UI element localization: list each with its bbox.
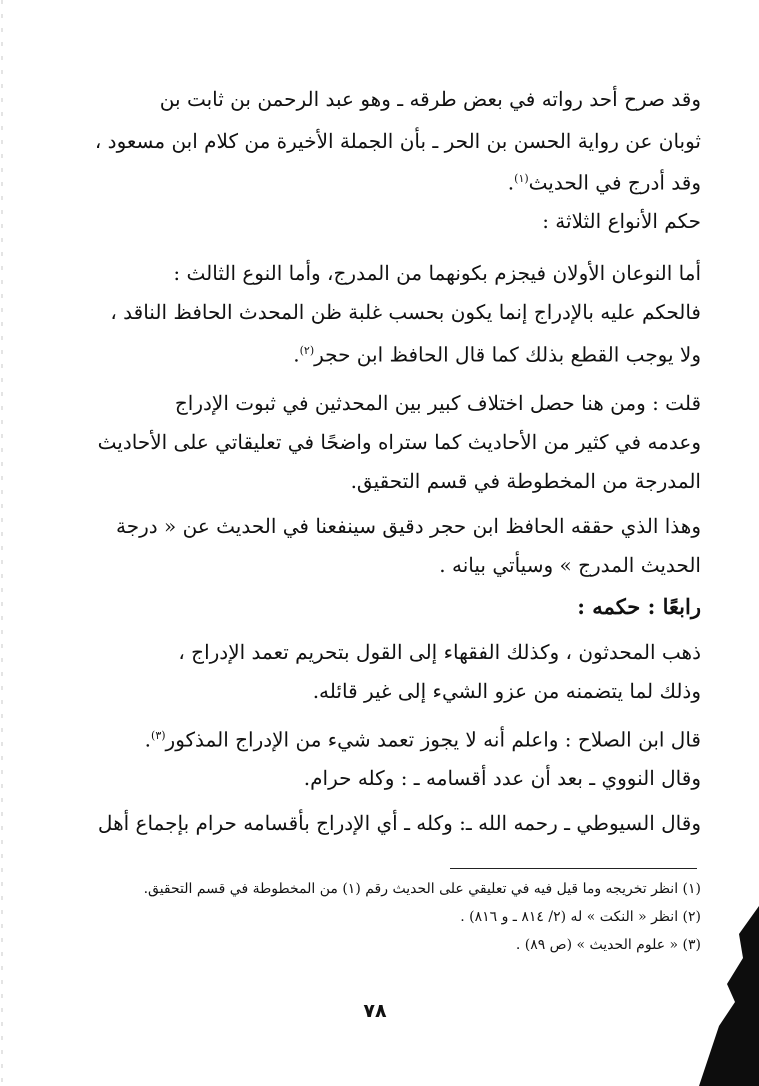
text-line-14: ذهب المحدثون ، وكذلك الفقهاء إلى القول بتحريم تعمد الإدراج ، (178, 640, 701, 664)
text-line-9: وعدمه في كثير من الأحاديث كما ستراه واضحًا في تعليقاتي على الأحاديث (97, 430, 701, 454)
text-line-10: المدرجة من المخطوطة في قسم التحقيق. (350, 469, 701, 493)
text-line-5: أما النوعان الأولان فيجزم بكونهما من المدرج، وأما النوع الثالث : (173, 261, 701, 285)
footnote-ref: (٣) (151, 729, 166, 742)
section-heading: حكم الأنواع الثلاثة : (542, 209, 701, 233)
text-line-18: وقال السيوطي ـ رحمه الله ـ: وكله ـ أي الإدراج بأقسامه حرام بإجماع أهل (97, 811, 701, 835)
text-line-2: ثوبان عن رواية الحسن بن الحر ـ بأن الجملة الأخيرة من كلام ابن مسعود ، (94, 129, 701, 153)
page-number: ٧٨ (363, 1000, 387, 1022)
footnote-ref: (٢) (299, 344, 315, 357)
text-line-17: وقال النووي ـ بعد أن عدد أقسامه ـ : وكله حرام. (303, 766, 701, 790)
text-line-7: ولا يوجب القطع بذلك كما قال الحافظ ابن حجر$^{(٢)}$. (293, 342, 701, 367)
footnote-1: (١) انظر تخريجه وما قيل فيه في تعليقي على الحديث رقم (١) من المخطوطة في قسم التحقيق. (143, 881, 701, 897)
text-line-11: وهذا الذي حققه الحافظ ابن حجر دقيق سينفعنا في الحديث عن « درجة (116, 514, 701, 538)
footnote-2: (٢) انظر « النكت » له (٢/ ٨١٤ ـ و ٨١٦) . (460, 909, 701, 925)
scan-edge-shadow (699, 906, 759, 1086)
text-line-6: فالحكم عليه بالإدراج إنما يكون بحسب غلبة ظن المحدث الحافظ الناقد ، (110, 300, 701, 324)
text-line-1: وقد صرح أحد رواته في بعض طرقه ـ وهو عبد الرحمن بن ثابت بن (159, 87, 701, 111)
text-line-8: قلت : ومن هنا حصل اختلاف كبير بين المحدثين في ثبوت الإدراج (174, 391, 701, 415)
text-line-16: قال ابن الصلاح : واعلم أنه لا يجوز تعمد شيء من الإدراج المذكور$^{(٣)}$. (144, 727, 701, 752)
text-line-15: وذلك لما يتضمنه من عزو الشيء إلى غير قائله. (312, 679, 701, 703)
scan-edge-line-left (0, 0, 4, 1086)
footnote-3: (٣) « علوم الحديث » (ص ٨٩) . (515, 937, 701, 953)
text-line-3: وقد أدرج في الحديث$^{(١)}$. (507, 170, 701, 195)
text-line-12: الحديث المدرج » وسيأتي بيانه . (439, 553, 701, 577)
footnote-ref: (١) (514, 172, 529, 185)
footnote-separator (450, 868, 697, 869)
chapter-heading: رابعًا : حكمه : (577, 594, 701, 619)
